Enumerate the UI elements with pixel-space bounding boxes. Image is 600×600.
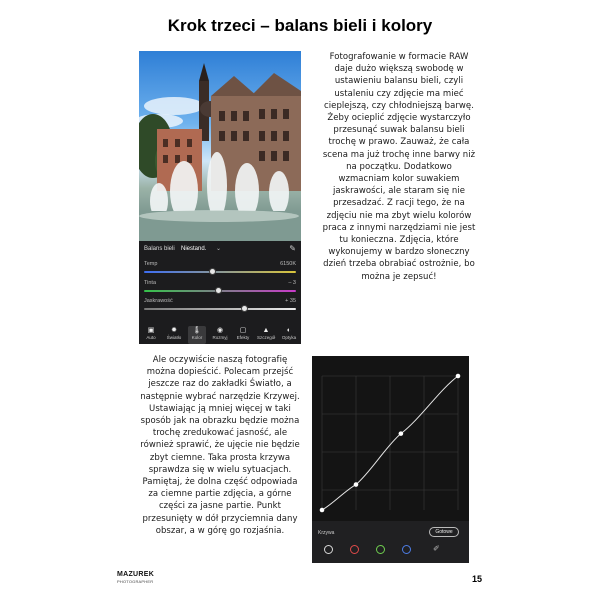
tool-label: Szczegół [257, 335, 276, 340]
temp-slider-label: Temp [144, 261, 158, 267]
vibrance-slider-value: + 35 [285, 298, 296, 304]
tool-label: Auto [146, 335, 156, 340]
lens-icon: ◐ [286, 327, 292, 334]
photo-illustration [139, 51, 301, 241]
eyedropper-icon[interactable]: ✎ [289, 244, 296, 253]
curve-control-point[interactable] [399, 431, 404, 436]
vibrance-slider[interactable] [144, 298, 296, 314]
done-button[interactable]: Gotowe [429, 527, 459, 537]
page-number: 15 [472, 574, 483, 584]
curves-bottom-bar [312, 521, 469, 563]
droplet-icon: ◉ [216, 327, 224, 334]
tint-slider-value: – 3 [288, 280, 296, 286]
curve-control-point[interactable] [456, 374, 461, 379]
tint-slider-label: Tinta [144, 280, 157, 286]
tint-slider[interactable] [144, 280, 296, 296]
tool-label: Rozmyj [212, 335, 228, 340]
temp-slider-value: 6150K [280, 261, 296, 267]
tool-effects[interactable] [234, 326, 252, 344]
auto-icon: ▣ [147, 327, 155, 334]
curves-label: Krzywa [318, 530, 335, 536]
brand-logo [117, 571, 167, 587]
tool-optics[interactable] [280, 326, 298, 344]
tool-bar [139, 326, 301, 344]
page-title: Krok trzeci – balans bieli i kolory [167, 16, 433, 35]
channel-blue-button[interactable] [402, 545, 411, 554]
sun-icon: ✹ [171, 327, 177, 334]
white-balance-row[interactable] [144, 244, 296, 256]
channel-green-button[interactable] [376, 545, 385, 554]
tool-blur[interactable] [211, 326, 229, 344]
tint-knob[interactable] [215, 287, 222, 294]
tool-auto[interactable] [142, 326, 160, 344]
logo-text: MAZUREK [117, 571, 155, 578]
curves-editor-screenshot [312, 356, 469, 563]
tool-light[interactable] [165, 326, 183, 344]
triangle-icon: ▲ [262, 327, 270, 334]
fountain-photo [139, 51, 301, 241]
vignette-icon: ▢ [239, 327, 247, 334]
vibrance-track[interactable] [144, 308, 296, 310]
logo-subtext: PHOTOGRAPHER [117, 579, 154, 584]
temp-knob[interactable] [209, 268, 216, 275]
channel-rgb-button[interactable] [324, 545, 333, 554]
white-balance-label: Balans bieli [144, 246, 175, 252]
adjustment-panel [139, 241, 301, 344]
vibrance-knob[interactable] [241, 305, 248, 312]
eyedropper-icon[interactable]: ✐ [433, 544, 440, 553]
white-balance-preset[interactable]: Niestand. [181, 246, 207, 252]
chevron-down-icon[interactable]: ⌄ [216, 246, 222, 252]
curve-control-point[interactable] [320, 508, 325, 513]
tool-detail[interactable] [257, 326, 275, 344]
temp-slider[interactable] [144, 261, 296, 277]
tool-label: Optyka [281, 335, 297, 340]
tool-label: Efekty [236, 335, 250, 340]
paragraph-curves: Ale oczywiście naszą fotografię można dopieścić. Polecam przejść jeszcze raz do zakładki Światło, a następnie wybrać narzędzie Krzywej. Ustawiając ją mniej więcej w taki sposób jak na obrazku będzie można trochę zredukować jasność, ale również sprawić, że ujęcie nie będzie zbyt ciemne. Taka prosta krzywa sprawdza się w wielu sytuacjach. Pamiętaj, że dolna część odpowiada za ciemne partie zdjęcia, a górne części za jasne partie. Punkt przesunięty w dół przyciemnia dany obszar, a w górę go rozjaśnia. [140, 355, 300, 536]
vibrance-slider-label: Jaskrawość [144, 298, 173, 304]
temp-track[interactable] [144, 271, 296, 273]
tool-label: Kolor [191, 335, 203, 340]
curve-control-point[interactable] [354, 482, 359, 487]
tool-label: Światło [166, 335, 182, 340]
tool-color[interactable] [188, 326, 206, 344]
channel-red-button[interactable] [350, 545, 359, 554]
thermometer-icon: 🌡 [192, 327, 202, 334]
lightroom-editor-screenshot [139, 51, 301, 344]
tone-curve-graph[interactable] [312, 356, 469, 521]
paragraph-white-balance: Fotografowanie w formacie RAW daje dużo większą swobodę w ustawieniu balansu bieli, czyli ustaleniu czy zdjęcie ma mieć cieplejszą, czy chłodniejszą barwę. Żeby ocieplić zdjęcie wystarczyło przesunąć suwak balansu bieli trochę w prawo. Zauważ, że cała scena ma już trochę inne barwy niż na początku. Dodatkowo wzmacniam kolor suwakiem jaskrawości, ale staram się nie przesadzać. Z racji tego, że na zdjęciu nie ma zbyt wielu kolorów praca z innymi narzędziami nie jest tu konieczna. Zdjęcia, które wykonujemy w bardzo słoneczny dzień trzeba obrabiać ostrożnie, bo można je zepsuć! [322, 52, 476, 282]
